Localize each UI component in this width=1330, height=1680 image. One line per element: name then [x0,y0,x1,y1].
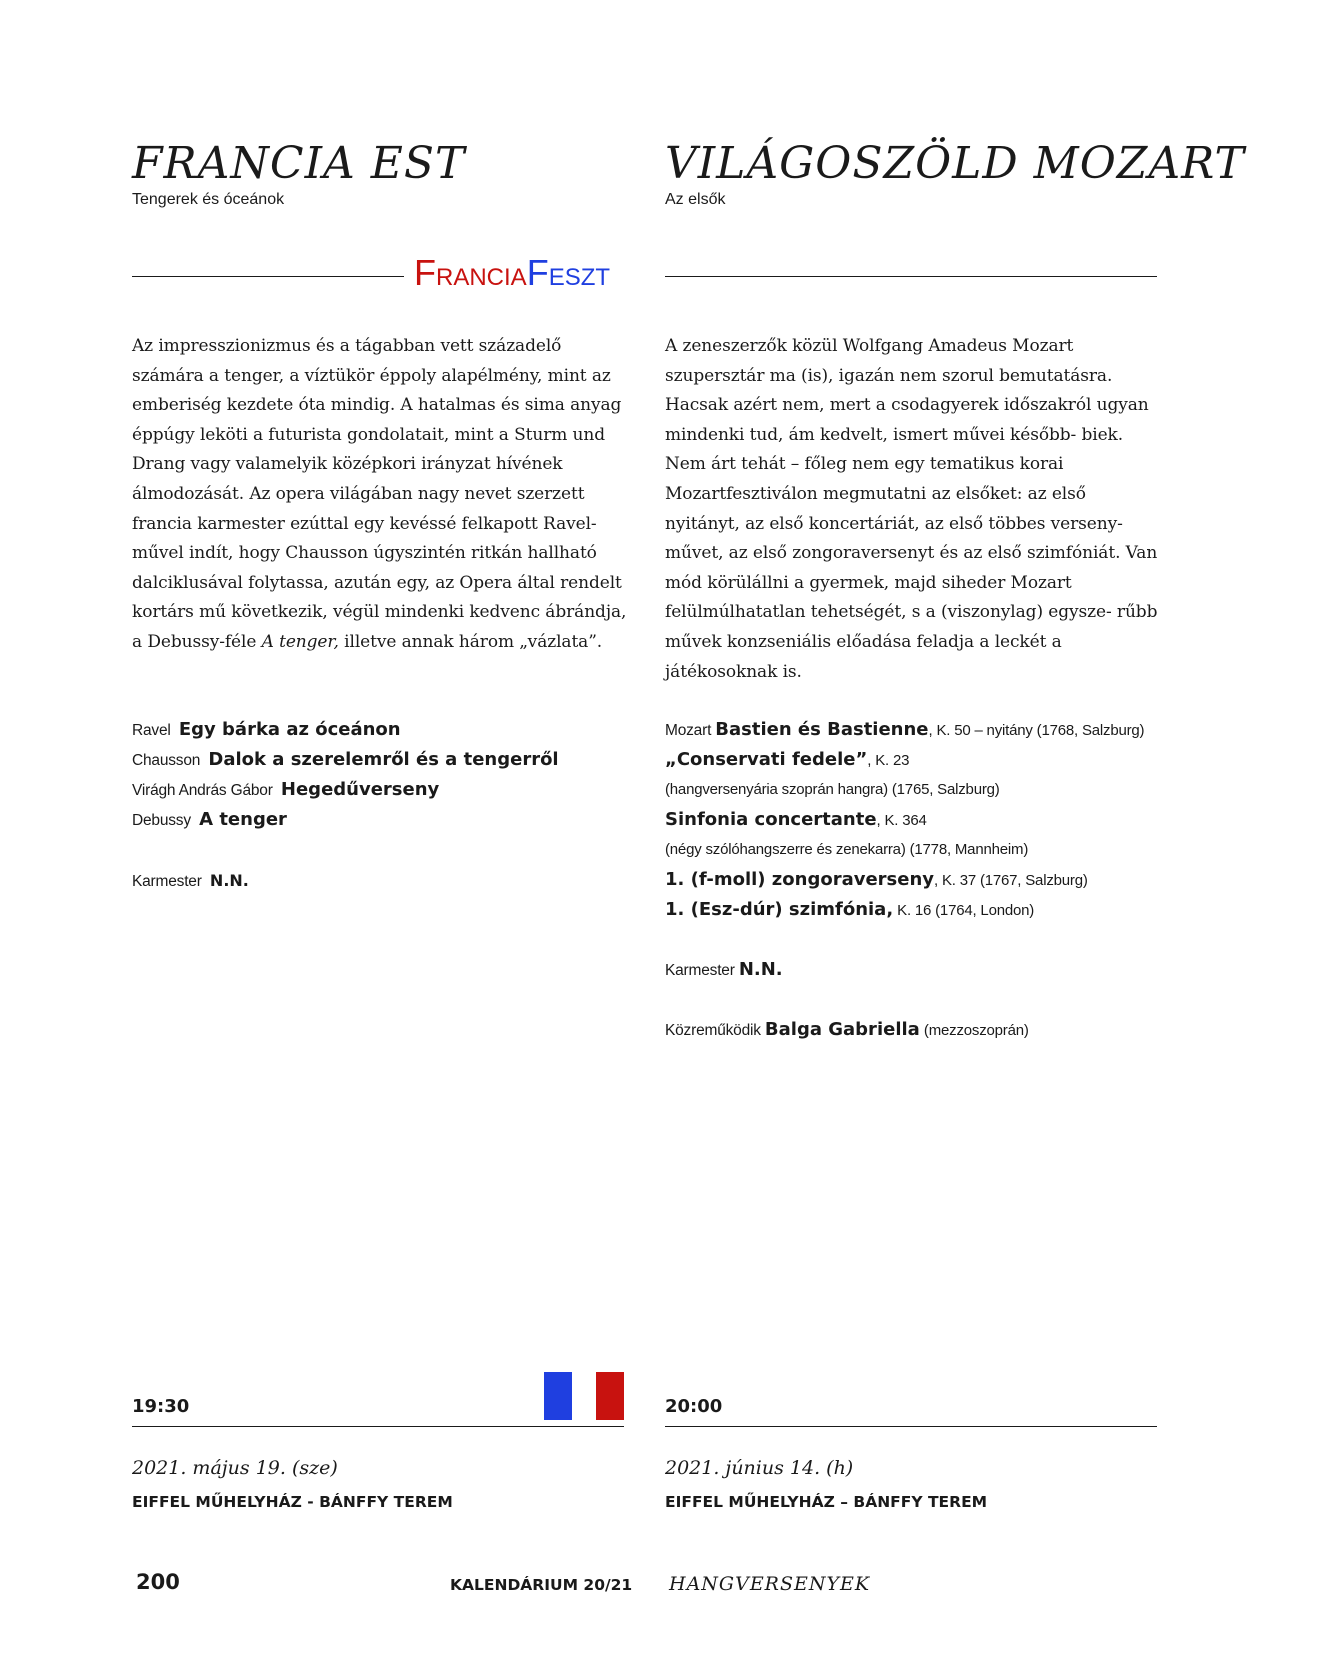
intro-italic-title: A tenger, [261,631,339,652]
logo-text-2: ESZT [548,264,611,291]
work-title: A tenger [199,809,287,830]
performer-name: Balga Gabriella [764,1019,920,1040]
composer: Debussy [132,812,191,829]
flag-red-stripe [596,1372,624,1420]
composer: Mozart [665,722,712,739]
program-item [665,745,909,776]
composer: Virágh András Gábor [132,782,273,799]
work-detail: K. 16 (1764, London) [893,902,1035,919]
performer-role: (mezzoszoprán) [923,1022,1029,1039]
program-item [665,895,1034,926]
intro-paragraph [132,332,632,658]
program-item-detail [665,775,1000,805]
flag-blue-stripe [544,1372,572,1420]
work-detail: , K. 23 [867,752,910,769]
program-item [665,715,1144,746]
section-name: HANGVERSENYEK [669,1573,871,1595]
concert-title: VILÁGOSZÖLD MOZART [665,138,1245,189]
program-item [132,805,287,836]
concert-date: 2021. május 19. (sze) [132,1457,338,1479]
magazine-name: KALENDÁRIUM 20/21 [450,1576,633,1594]
program-item-detail [665,835,1028,865]
work-title: 1. (Esz-dúr) szimfónia, [665,899,894,920]
performer-label: Közreműködik [665,1022,761,1039]
conductor-line [665,955,783,986]
concert-title: FRANCIA EST [132,138,466,189]
work-title: 1. (f-moll) zongoraverseny [665,869,935,890]
work-detail: (hangversenyária szoprán hangra) (1765, Salzburg) [665,781,1000,798]
work-title: Dalok a szerelemről és a tengerről [208,749,559,770]
conductor-name: N.N. [209,871,249,890]
logo-initial-2: F [526,252,549,293]
program-item [665,805,927,836]
concert-venue: EIFFEL MŰHELYHÁZ - BÁNFFY TEREM [132,1493,453,1511]
intro-text: Az impresszionizmus és a tágabban vett századelő számára a tenger, a víztükör éppoly alapélmény, mint az emberiség kezdete óta mindig. A hatalmas és sima anyag éppúgy leköti a futurista gondolatait, mint a Sturm und Drang vagy valamelyik középkori irányzat hívének álmodozását. Az opera világában nagy nevet szerzett francia karmester ezúttal egy kevéssé felkapott Ravel-művel indít, hogy Chausson úgyszintén ritkán hallható dalciklusával folytassa, azután egy, az Opera által rendelt kortárs mű következik, végül mindenki kedvenc ábrándja, a Debussy-féle [132,336,627,652]
conductor-label: Karmester [132,873,202,890]
conductor-label: Karmester [665,962,735,979]
franciafeszt-logo [414,252,611,295]
work-title: „Conservati fedele” [665,749,868,770]
time-rule [132,1426,624,1427]
concert-subtitle: Tengerek és óceánok [132,191,285,208]
program-item [132,715,401,746]
concert-venue: EIFFEL MŰHELYHÁZ – BÁNFFY TEREM [665,1493,988,1511]
program-item [132,775,439,806]
concert-time: 20:00 [665,1396,723,1417]
composer: Chausson [132,752,201,769]
intro-paragraph: A zeneszerzők közül Wolfgang Amadeus Mozart szupersztár ma (is), igazán nem szorul bemutatásra. Hacsak azért nem, mert a csodagyerek időszakról ugyan mindenki tud, ám kedvelt, ismert művei később- biek. Nem árt tehát – főleg nem egy tematikus korai Mozartfesztiválon megmutatni az elsőket: az első nyitányt, az első koncertáriát, az első többes verseny- művet, az első zongoraversenyt és az első szimfóniát. Van mód körülállni a gyermek, majd siheder Mozart felülmúlhatatlan tehetségét, s a (viszonylag) egysze- rűbb művek konzseniális előadása feladja a leckét a játékosoknak is. [665,336,1158,682]
work-detail: , K. 364 [876,812,927,829]
header-rule [665,276,1157,277]
program-item [665,865,1088,896]
logo-initial-1: F [414,252,436,293]
work-title: Bastien és Bastienne [715,719,929,740]
work-detail: , K. 50 – nyitány (1768, Salzburg) [928,722,1145,739]
program-item [132,745,559,776]
work-title: Sinfonia concertante [665,809,877,830]
concert-time: 19:30 [132,1396,190,1417]
logo-text-1: RANCIA [436,264,527,291]
performer-line [665,1015,1029,1046]
conductor-line [132,866,249,897]
concert-subtitle: Az elsők [665,191,726,208]
intro-text-end: illetve annak három „vázlata”. [338,631,603,652]
conductor-name: N.N. [738,959,783,980]
work-detail: , K. 37 (1767, Salzburg) [934,872,1088,889]
header-rule [132,276,404,277]
page-number: 200 [136,1570,180,1594]
work-detail: (négy szólóhangszerre és zenekarra) (1778, Mannheim) [665,841,1029,858]
concert-date: 2021. június 14. (h) [665,1457,854,1479]
work-title: Hegedűverseny [280,779,440,800]
time-rule [665,1426,1157,1427]
work-title: Egy bárka az óceánon [178,719,401,740]
composer: Ravel [132,722,171,739]
